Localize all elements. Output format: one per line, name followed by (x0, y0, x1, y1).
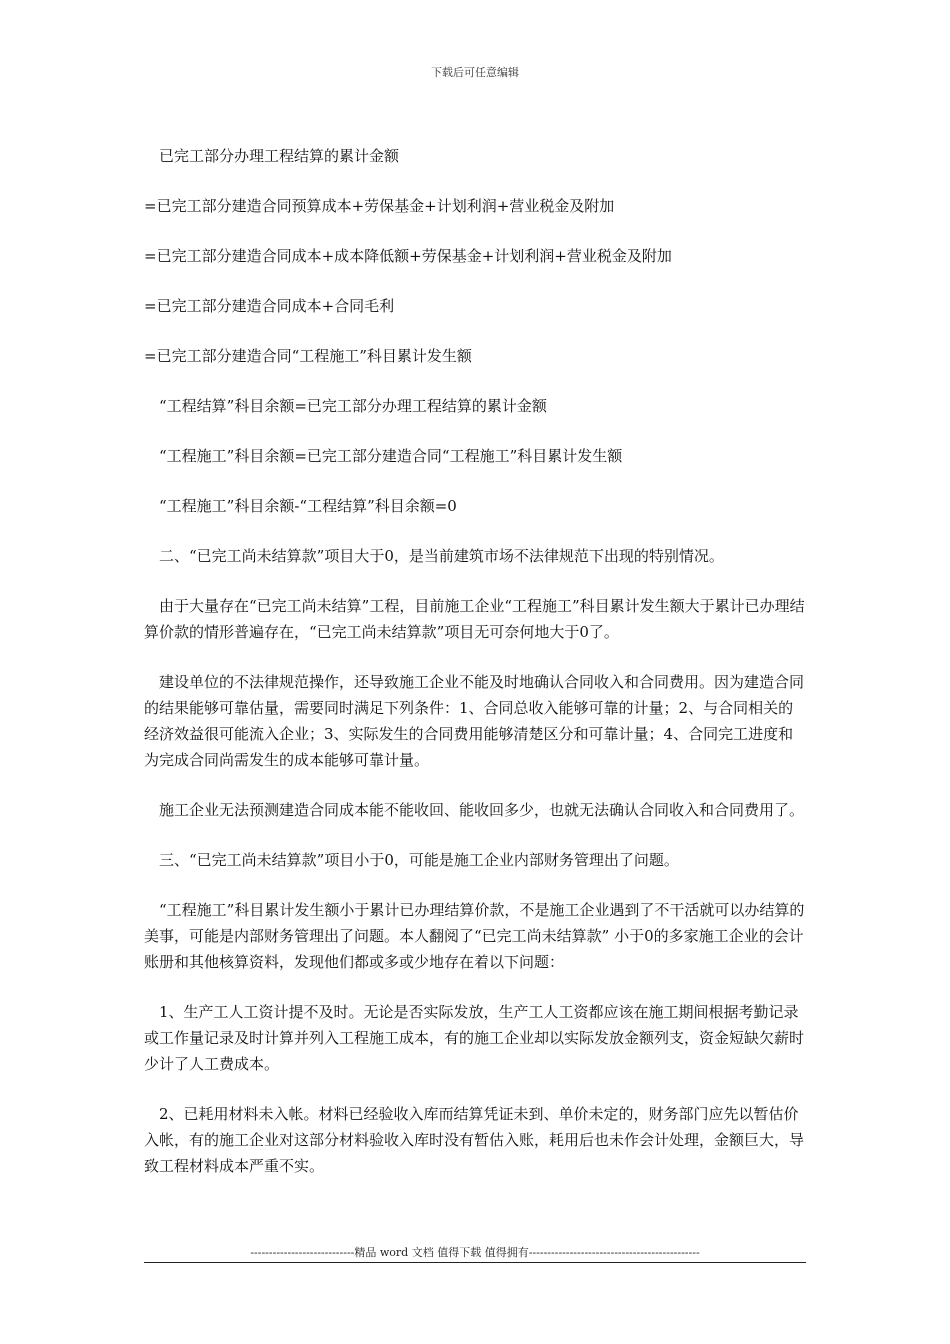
page-header: 下载后可任意编辑 (431, 66, 519, 79)
paragraph: 由于大量存在“已完工尚未结算”工程，目前施工企业“工程施工”科目累计发生额大于累计已办理结算价款的情形普遍存在，“已完工尚未结算款”项目无可奈何地大于0了。 (144, 597, 805, 641)
paragraph: 三、“已完工尚未结算款”项目小于0，可能是施工企业内部财务管理出了问题。 (144, 851, 679, 869)
document-body (144, 143, 806, 1203)
paragraph: “工程结算”科目余额=已完工部分办理工程结算的累计金额 (144, 397, 547, 415)
paragraph: =已完工部分建造合同成本+成本降低额+劳保基金+计划利润+营业税金及附加 (144, 247, 672, 265)
paragraph: “工程施工”科目余额-“工程结算”科目余额=0 (144, 497, 457, 515)
paragraph: 二、“已完工尚未结算款”项目大于0，是当前建筑市场不法律规范下出现的特别情况。 (144, 547, 724, 565)
paragraph: 2、已耗用材料未入帐。材料已经验收入库而结算凭证未到、单价未定的，财务部门应先以暂估价入帐，有的施工企业对这部分材料验收入库时没有暂估入账，耗用后也未作会计处理，金额巨大，导致工程材料成本严重不实。 (144, 1105, 805, 1175)
paragraph: 建设单位的不法律规范操作，还导致施工企业不能及时地确认合同收入和合同费用。因为建造合同的结果能够可靠估量，需要同时满足下列条件：1、合同总收入能够可靠的计量；2、与合同相关的经济效益很可能流入企业；3、实际发生的合同费用能够清楚区分和可靠计量；4、合同完工进度和为完成合同尚需发生的成本能够可靠计量。 (144, 673, 805, 769)
paragraph: 施工企业无法预测建造合同成本能不能收回、能收回多少，也就无法确认合同收入和合同费用了。 (144, 801, 805, 819)
paragraph: 已完工部分办理工程结算的累计金额 (144, 147, 400, 165)
paragraph: =已完工部分建造合同“工程施工”科目累计发生额 (144, 347, 472, 365)
page-footer: ----------------------------精品 word 文档 值得下载 值得拥有---------------------------------------------- (250, 1246, 700, 1259)
footer-rule (144, 1262, 806, 1263)
paragraph: =已完工部分建造合同成本+合同毛利 (144, 297, 395, 315)
paragraph: “工程施工”科目余额=已完工部分建造合同“工程施工”科目累计发生额 (144, 447, 623, 465)
paragraph: “工程施工”科目累计发生额小于累计已办理结算价款，不是施工企业遇到了不干活就可以办结算的美事，可能是内部财务管理出了问题。本人翻阅了“已完工尚未结算款” 小于0的多家施工企业的会计账册和其他核算资料，发现他们都或多或少地存在着以下问题： (144, 901, 805, 971)
paragraph: =已完工部分建造合同预算成本+劳保基金+计划利润+营业税金及附加 (144, 197, 615, 215)
paragraph: 1、生产工人工资计提不及时。无论是否实际发放，生产工人工资都应该在施工期间根据考勤记录或工作量记录及时计算并列入工程施工成本，有的施工企业却以实际发放金额列支，资金短缺欠薪时少计了人工费成本。 (144, 1003, 805, 1073)
